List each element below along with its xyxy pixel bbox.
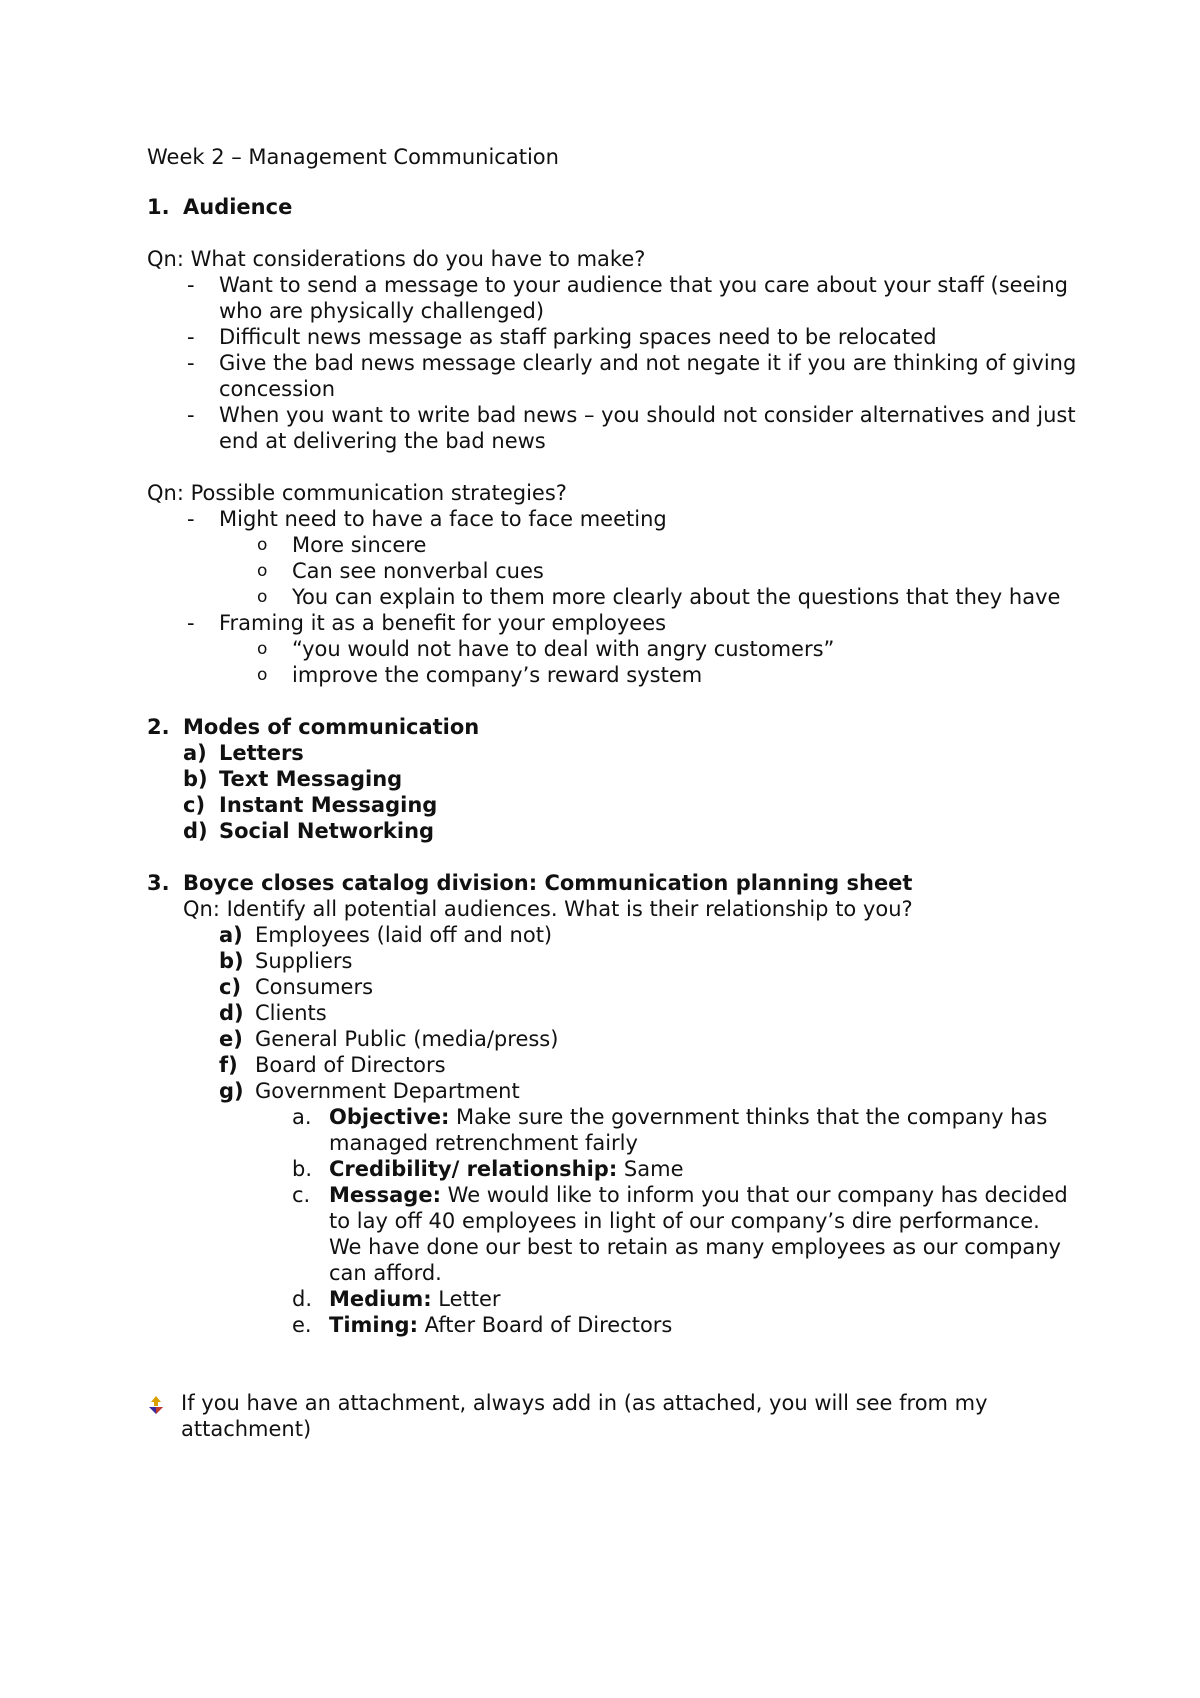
sub-list-item: o improve the company’s reward system <box>257 663 703 687</box>
mode-item: b) Text Messaging <box>183 767 403 791</box>
list-item: - When you want to write bad news – you should not consider alternatives and just end at delivering the bad news <box>187 403 1076 453</box>
audience-item: e) General Public (media/press) <box>219 1027 559 1051</box>
planning-detail-item: e. Timing: After Board of Directors <box>292 1313 673 1337</box>
question-considerations: Qn: What considerations do you have to make? <box>147 247 646 271</box>
list-item: - Might need to have a face to face meeting <box>187 507 667 531</box>
question-audiences: Qn: Identify all potential audiences. What is their relationship to you? <box>183 897 913 921</box>
section-2-heading: 2. Modes of communication <box>147 715 480 739</box>
document-body <box>147 144 1077 1442</box>
list-item: - Difficult news message as staff parking spaces need to be relocated <box>187 325 937 349</box>
audience-item: b) Suppliers <box>219 949 353 973</box>
audience-item: c) Consumers <box>219 975 374 999</box>
audience-item: d) Clients <box>219 1001 327 1025</box>
audience-item: a) Employees (laid off and not) <box>219 923 553 947</box>
mode-item: a) Letters <box>183 741 304 765</box>
section-1-heading: 1. Audience <box>147 195 293 219</box>
planning-detail-item: a. Objective: Make sure the government thinks that the company has managed retrenchment fairly <box>292 1105 1048 1155</box>
section-3-heading: 3. Boyce closes catalog division: Communication planning sheet <box>147 871 913 895</box>
audience-item: f) Board of Directors <box>219 1053 446 1077</box>
attachment-note <box>147 1390 1077 1442</box>
audience-item: g) Government Department <box>219 1079 520 1103</box>
mode-item: c) Instant Messaging <box>183 793 438 817</box>
list-item: - Want to send a message to your audience that you care about your staff (seeing who are physically challenged) <box>187 273 1068 323</box>
sub-list-item: o Can see nonverbal cues <box>257 559 544 583</box>
mode-item: d) Social Networking <box>183 819 435 843</box>
sub-list-item: o More sincere <box>257 533 427 557</box>
page-title: Week 2 – Management Communication <box>147 145 559 169</box>
planning-detail-item: b. Credibility/ relationship: Same <box>292 1157 684 1181</box>
planning-detail-item: d. Medium: Letter <box>292 1287 501 1311</box>
sub-list-item: o “you would not have to deal with angry customers” <box>257 637 835 661</box>
question-strategies: Qn: Possible communication strategies? <box>147 481 567 505</box>
planning-detail-item: c. Message: We would like to inform you that our company has decided to lay off 40 employees in light of our company’s dire performance. We have done our best to retain as many employees as our company can afford. <box>292 1183 1068 1285</box>
attachment-note-text: If you have an attachment, always add in (as attached, you will see from my attachment) <box>181 1391 988 1441</box>
list-item: - Framing it as a benefit for your employees <box>187 611 667 635</box>
list-item: - Give the bad news message clearly and not negate it if you are thinking of giving concession <box>187 351 1077 401</box>
sub-list-item: o You can explain to them more clearly about the questions that they have <box>257 585 1061 609</box>
arrow-bullet-icon <box>147 1394 167 1420</box>
